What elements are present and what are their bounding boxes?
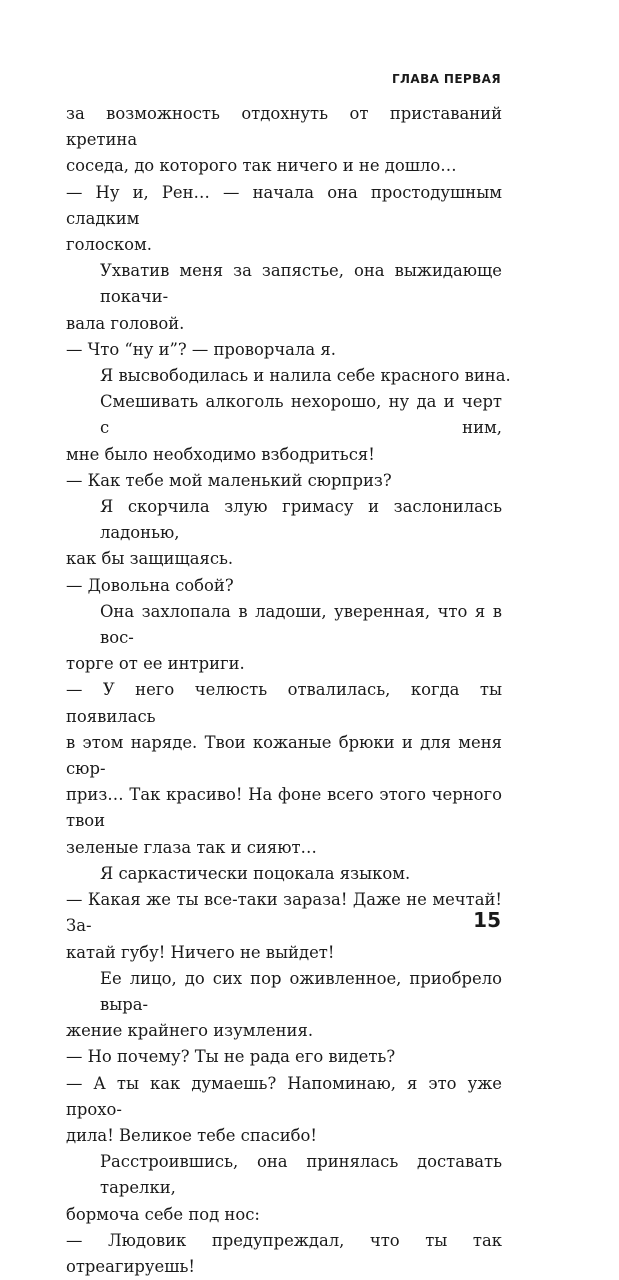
text-line: жение крайнего изумления.: [66, 1021, 314, 1041]
text-line: за возможность отдохнуть от приставаний кретина: [66, 104, 502, 150]
text-line: — А ты как думаешь? Напоминаю, я это уже прохо-: [66, 1073, 502, 1119]
text-line: Ее лицо, до сих пор оживленное, приобрело выра-: [100, 968, 502, 1014]
text-line: мне было необходимо взбодриться!: [66, 444, 375, 464]
body-text: [66, 101, 511, 1280]
text-line: Ухватив меня за запястье, она выжидающе покачи-: [100, 261, 502, 307]
page-number: 15: [473, 908, 501, 932]
text-line: соседа, до которого так ничего и не дошло…: [66, 156, 457, 176]
text-line: дила! Великое тебе спасибо!: [66, 1125, 317, 1145]
text-line: Я высвободилась и налила себе красного вина.: [100, 366, 511, 386]
text-line: — Что “ну и”? — проворчала я.: [66, 339, 336, 359]
text-line: приз… Так красиво! На фоне всего этого черного твои: [66, 785, 502, 831]
text-line: — У него челюсть отвалилась, когда ты появилась: [66, 680, 502, 726]
text-line: в этом наряде. Твои кожаные брюки и для меня сюр-: [66, 732, 502, 779]
text-line: — Как тебе мой маленький сюрприз?: [66, 470, 392, 490]
text-line: Я саркастически поцокала языком.: [100, 863, 411, 883]
text-line: катай губу! Ничего не выйдет!: [66, 942, 335, 962]
text-line: — Ну и, Рен… — начала она простодушным сладким: [66, 182, 502, 228]
text-line: Она захлопала в ладоши, уверенная, что я в вос-: [100, 601, 502, 648]
text-line: Расстроившись, она принялась доставать тарелки,: [100, 1152, 502, 1198]
text-line: вала головой.: [66, 313, 185, 333]
running-head: ГЛАВА ПЕРВАЯ: [391, 72, 501, 86]
text-line: зеленые глаза так и сияют…: [66, 837, 317, 857]
text-line: голоском.: [66, 235, 152, 255]
text-line: — Людовик предупреждал, что ты так отреагируешь!: [66, 1230, 502, 1276]
text-line: — Довольна собой?: [66, 575, 234, 595]
text-line: — Какая же ты все-таки зараза! Даже не мечтай! За-: [66, 890, 502, 936]
text-line: — Но почему? Ты не рада его видеть?: [66, 1047, 396, 1067]
text-line: Я скорчила злую гримасу и заслонилась ладонью,: [100, 497, 502, 543]
text-line: бормоча себе под нос:: [66, 1204, 260, 1224]
text-line: Смешивать алкоголь нехорошо, ну да и черт с ним,: [100, 392, 502, 438]
text-line: торге от ее интриги.: [66, 654, 245, 674]
text-line: как бы защищаясь.: [66, 549, 234, 569]
